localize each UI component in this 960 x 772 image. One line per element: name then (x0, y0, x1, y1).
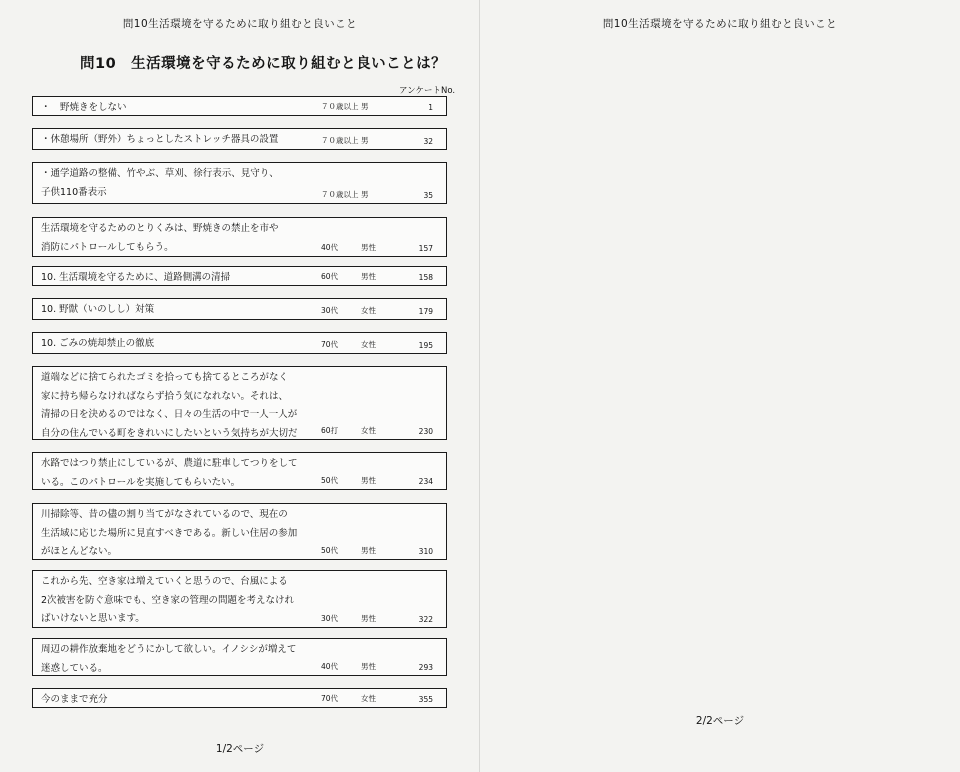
respondent-gender: 男 (361, 190, 369, 199)
response-text: 今のままで充分 (41, 694, 108, 705)
respondent-age: 60打 (321, 426, 339, 435)
running-header: 問10生活環境を守るために取り組むと良いこと (122, 18, 358, 30)
respondent-age: 50代 (321, 476, 339, 485)
respondent-gender: 女性 (361, 306, 376, 315)
survey-number-column-header: アンケートNo. (399, 86, 456, 96)
respondent-gender: 男 (361, 102, 369, 111)
response-box (32, 128, 447, 150)
survey-number: 195 (418, 341, 433, 350)
response-box (32, 570, 447, 628)
response-text: ・休憩場所（野外）ちょっとしたストレッチ器具の設置 (41, 134, 279, 145)
response-text: 道端などに捨てられたゴミを拾っても捨てるところがなく 家に持ち帰らなければならず拾う気になれない。それは、 清掃の日を決めるのではなく、日々の生活の中で一人一人が 自分の住んでいる町をきれいにしたいという気持ちが大切だ (41, 372, 298, 439)
response-text: 水路ではつり禁止にしているが、農道に駐車してつりをして いる。このパトロールを実施してもらいたい。 (41, 458, 298, 488)
survey-number: 355 (418, 695, 433, 704)
survey-number: 35 (423, 191, 433, 200)
response-text: 川掃除等、昔の儘の割り当てがなされているので、現在の 生活域に応じた場所に見直すべきである。新しい住居の参加 がほとんどない。 (41, 509, 298, 557)
response-text: 10. 生活環境を守るために、道路側溝の清掃 (41, 272, 231, 283)
response-text: ・ 野焼きをしない (41, 102, 127, 113)
respondent-age: ７０歳以上 (321, 136, 359, 145)
respondent-age: ７０歳以上 (321, 190, 359, 199)
response-box (32, 452, 447, 490)
survey-number: 158 (418, 273, 433, 282)
response-box (32, 162, 447, 204)
survey-number: 310 (418, 547, 433, 556)
respondent-gender: 男性 (361, 243, 376, 252)
respondent-gender: 女性 (361, 340, 376, 349)
survey-number: 32 (423, 137, 433, 146)
respondent-age: 30代 (321, 614, 339, 623)
response-box (32, 332, 447, 354)
survey-number: 293 (418, 663, 433, 672)
response-box (32, 266, 447, 286)
page-number: 1/2ページ (215, 743, 265, 755)
response-box (32, 688, 447, 708)
survey-number: 157 (418, 244, 433, 253)
respondent-age: 50代 (321, 546, 339, 555)
response-box (32, 298, 447, 320)
survey-number: 179 (418, 307, 433, 316)
respondent-age: 70代 (321, 340, 339, 349)
respondent-age: 40代 (321, 662, 339, 671)
response-text: 周辺の耕作放棄地をどうにかして欲しい。イノシシが増えて 迷惑している。 (41, 644, 297, 674)
respondent-age: 30代 (321, 306, 339, 315)
respondent-gender: 男性 (361, 614, 376, 623)
survey-number: 234 (418, 477, 433, 486)
page-title: 問10 生活環境を守るために取り組むと良いことは？ (80, 56, 447, 72)
respondent-gender: 男 (361, 136, 369, 145)
response-box (32, 96, 447, 116)
page-number: 2/2ページ (695, 715, 745, 727)
respondent-gender: 男性 (361, 272, 376, 281)
response-text: 生活環境を守るためのとりくみは、野焼きの禁止を市や 消防にパトロールしてもらう。 (41, 223, 279, 253)
response-text: これから先、空き家は増えていくと思うので、台風による 2次被害を防ぐ意味でも、空き家の管理の問題を考えなけれ ばいけないと思います。 (41, 576, 295, 624)
response-text: 10. 野獣（いのしし）対策 (41, 304, 155, 315)
respondent-gender: 女性 (361, 426, 376, 435)
response-box (32, 638, 447, 676)
running-header: 問10生活環境を守るために取り組むと良いこと (602, 18, 838, 30)
respondent-gender: 男性 (361, 662, 376, 671)
response-box (32, 366, 447, 440)
response-box (32, 503, 447, 560)
survey-number: 1 (428, 103, 433, 112)
respondent-age: ７０歳以上 (321, 102, 359, 111)
respondent-gender: 男性 (361, 476, 376, 485)
response-text: ・通学道路の整備、竹やぶ、草刈、徐行表示、見守り、 子供110番表示 (41, 168, 279, 198)
respondent-age: 60代 (321, 272, 339, 281)
response-text: 10. ごみの焼却禁止の徹底 (41, 338, 155, 349)
respondent-age: 70代 (321, 694, 339, 703)
survey-page-2 (480, 0, 960, 772)
respondent-age: 40代 (321, 243, 339, 252)
response-box (32, 217, 447, 257)
survey-number: 322 (418, 615, 433, 624)
respondent-gender: 男性 (361, 546, 376, 555)
survey-number: 230 (418, 427, 433, 436)
respondent-gender: 女性 (361, 694, 376, 703)
